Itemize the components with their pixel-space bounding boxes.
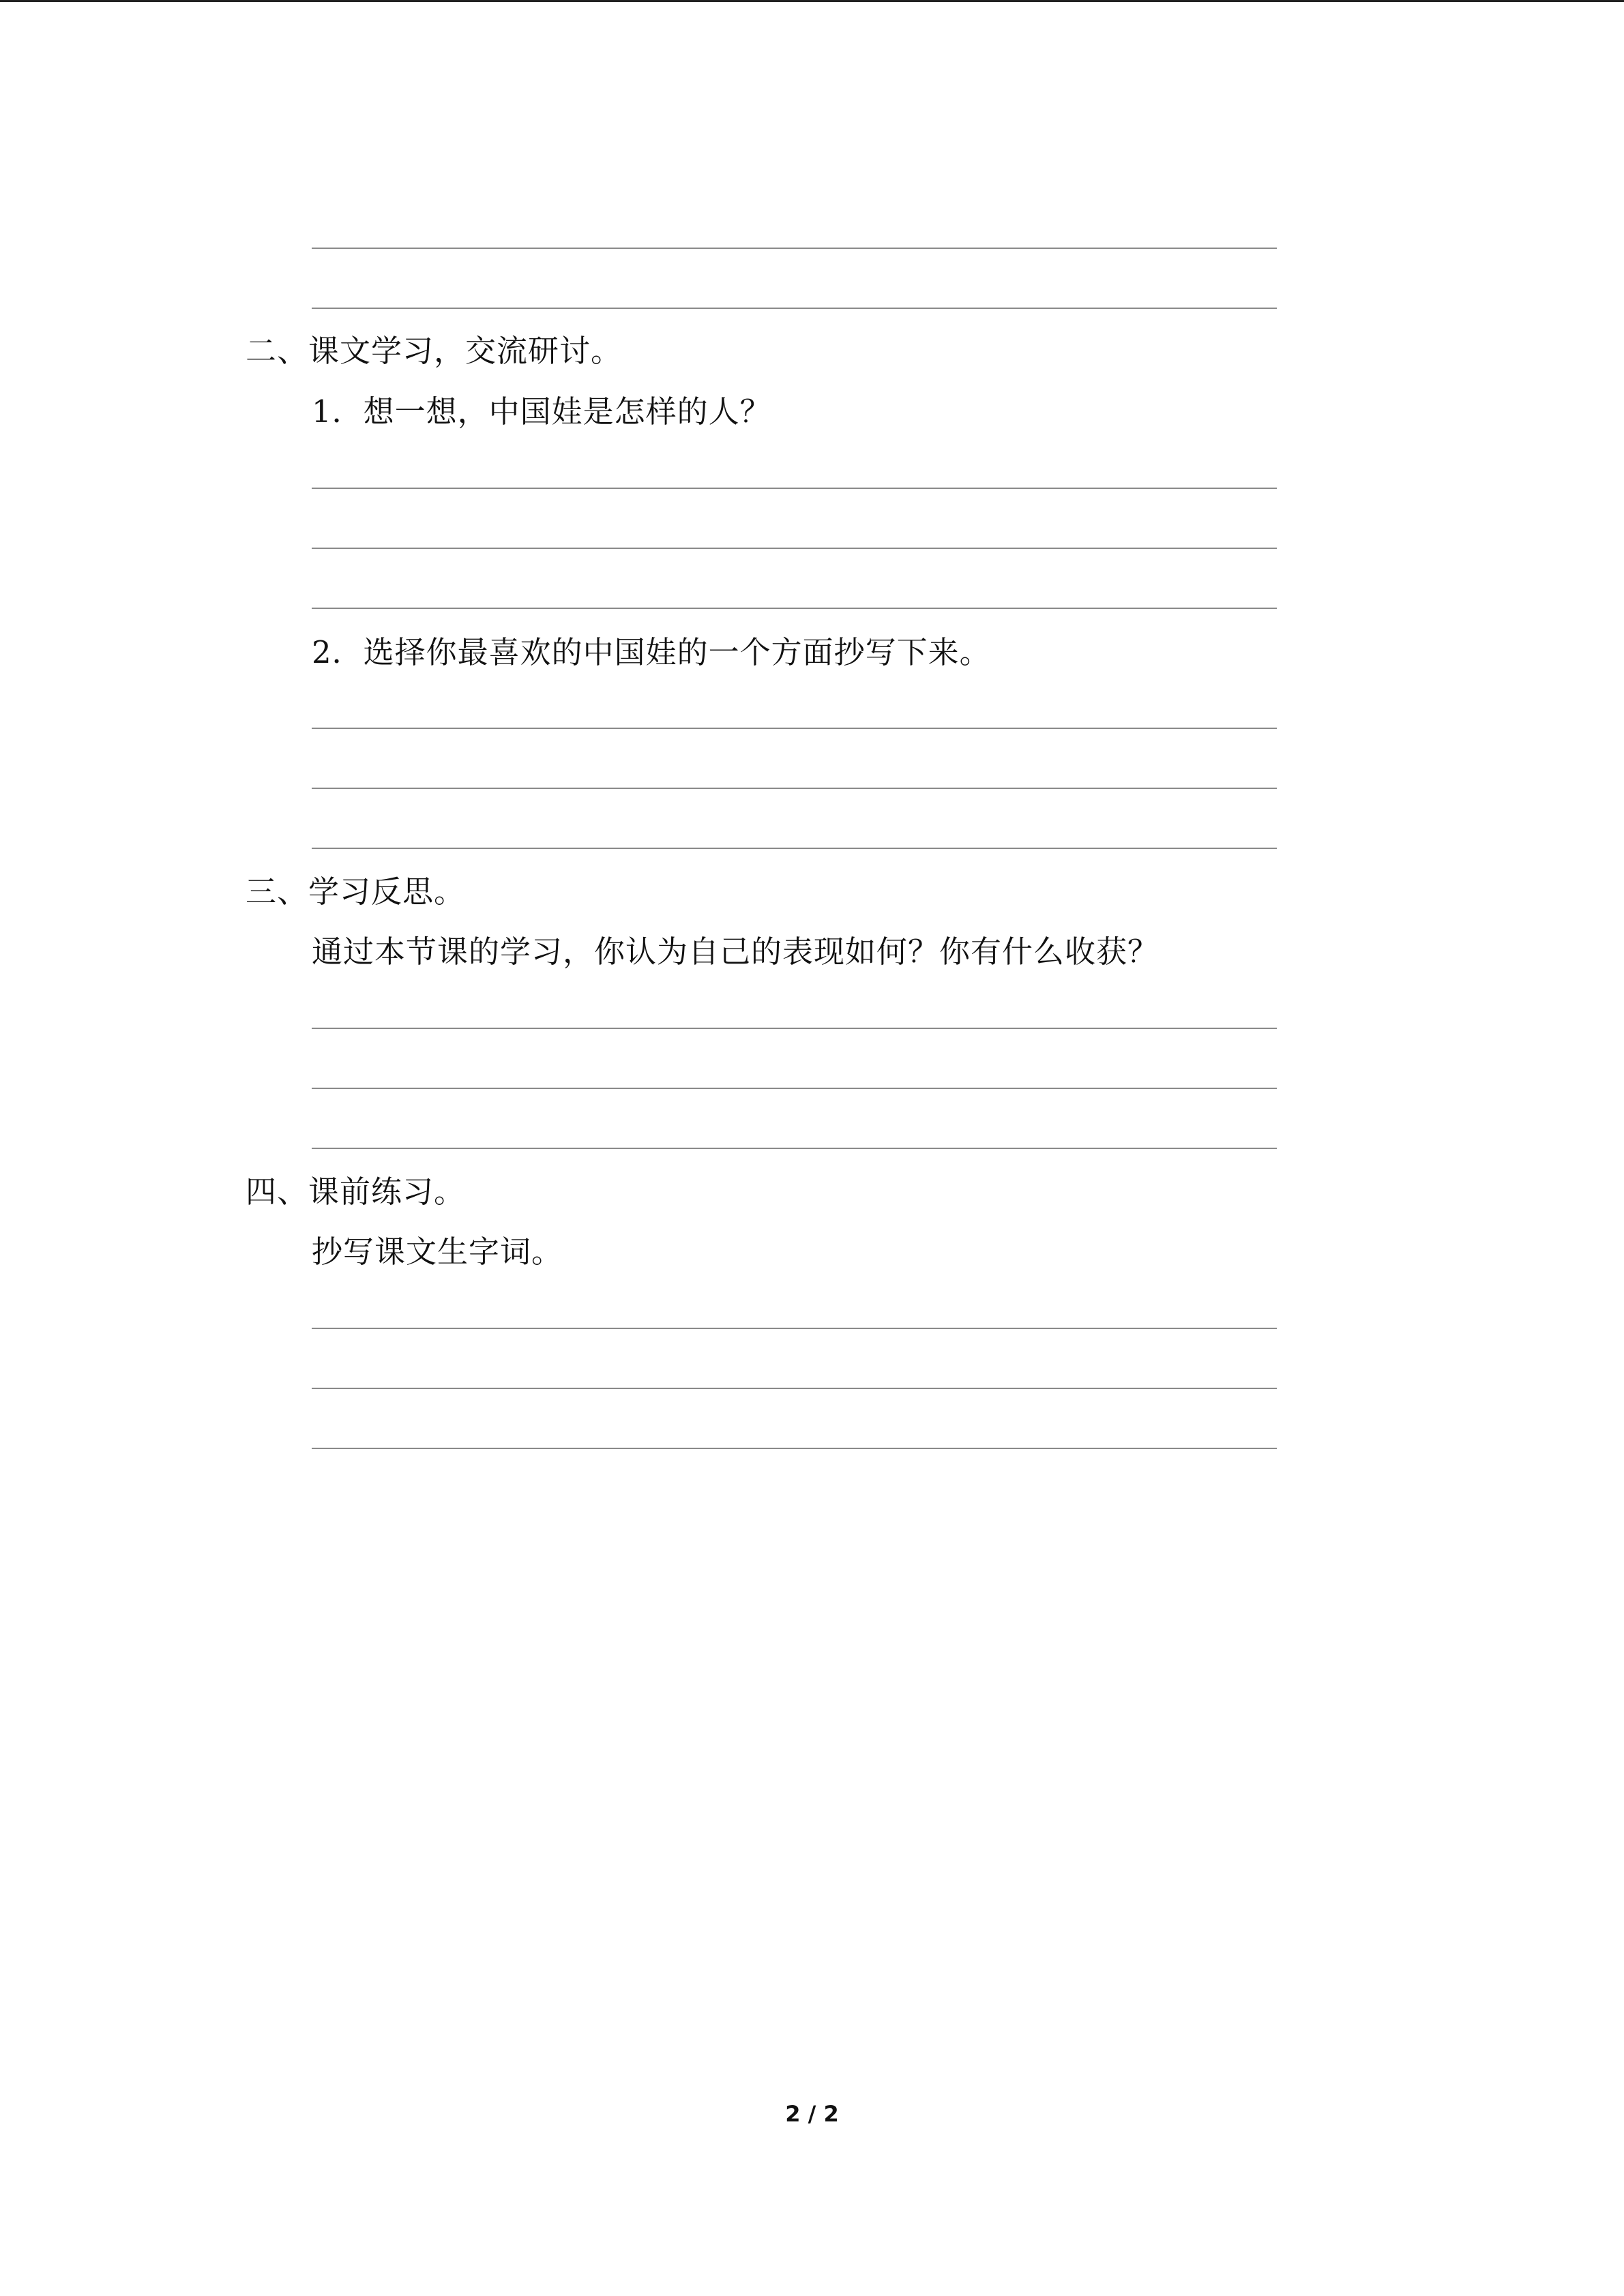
answer-line: [312, 1388, 1277, 1389]
answer-line: [312, 548, 1277, 549]
answer-line: [312, 1148, 1277, 1149]
question-2: 2．选择你最喜欢的中国娃的一个方面抄写下来。: [312, 634, 991, 670]
answer-line: [312, 1088, 1277, 1089]
practice-prompt: 抄写课文生字词。: [312, 1234, 563, 1270]
question-1: 1．想一想，中国娃是怎样的人？: [312, 393, 771, 430]
answer-line: [312, 1448, 1277, 1449]
answer-line: [312, 608, 1277, 609]
answer-line: [312, 488, 1277, 489]
answer-line: [312, 848, 1277, 849]
answer-line: [312, 308, 1277, 309]
answer-line: [312, 1028, 1277, 1029]
page-number: 2 / 2: [785, 2101, 839, 2127]
section-two-heading: 二、课文学习，交流研讨。: [246, 333, 623, 369]
answer-line: [312, 728, 1277, 729]
section-three-heading: 三、学习反思。: [246, 874, 466, 910]
answer-line: [312, 1328, 1277, 1329]
section-four-heading: 四、课前练习。: [246, 1174, 466, 1210]
reflection-prompt: 通过本节课的学习，你认为自己的表现如何？你有什么收获？: [312, 934, 1160, 970]
answer-line: [312, 248, 1277, 249]
page-top-border: [0, 0, 1624, 2]
answer-line: [312, 788, 1277, 789]
